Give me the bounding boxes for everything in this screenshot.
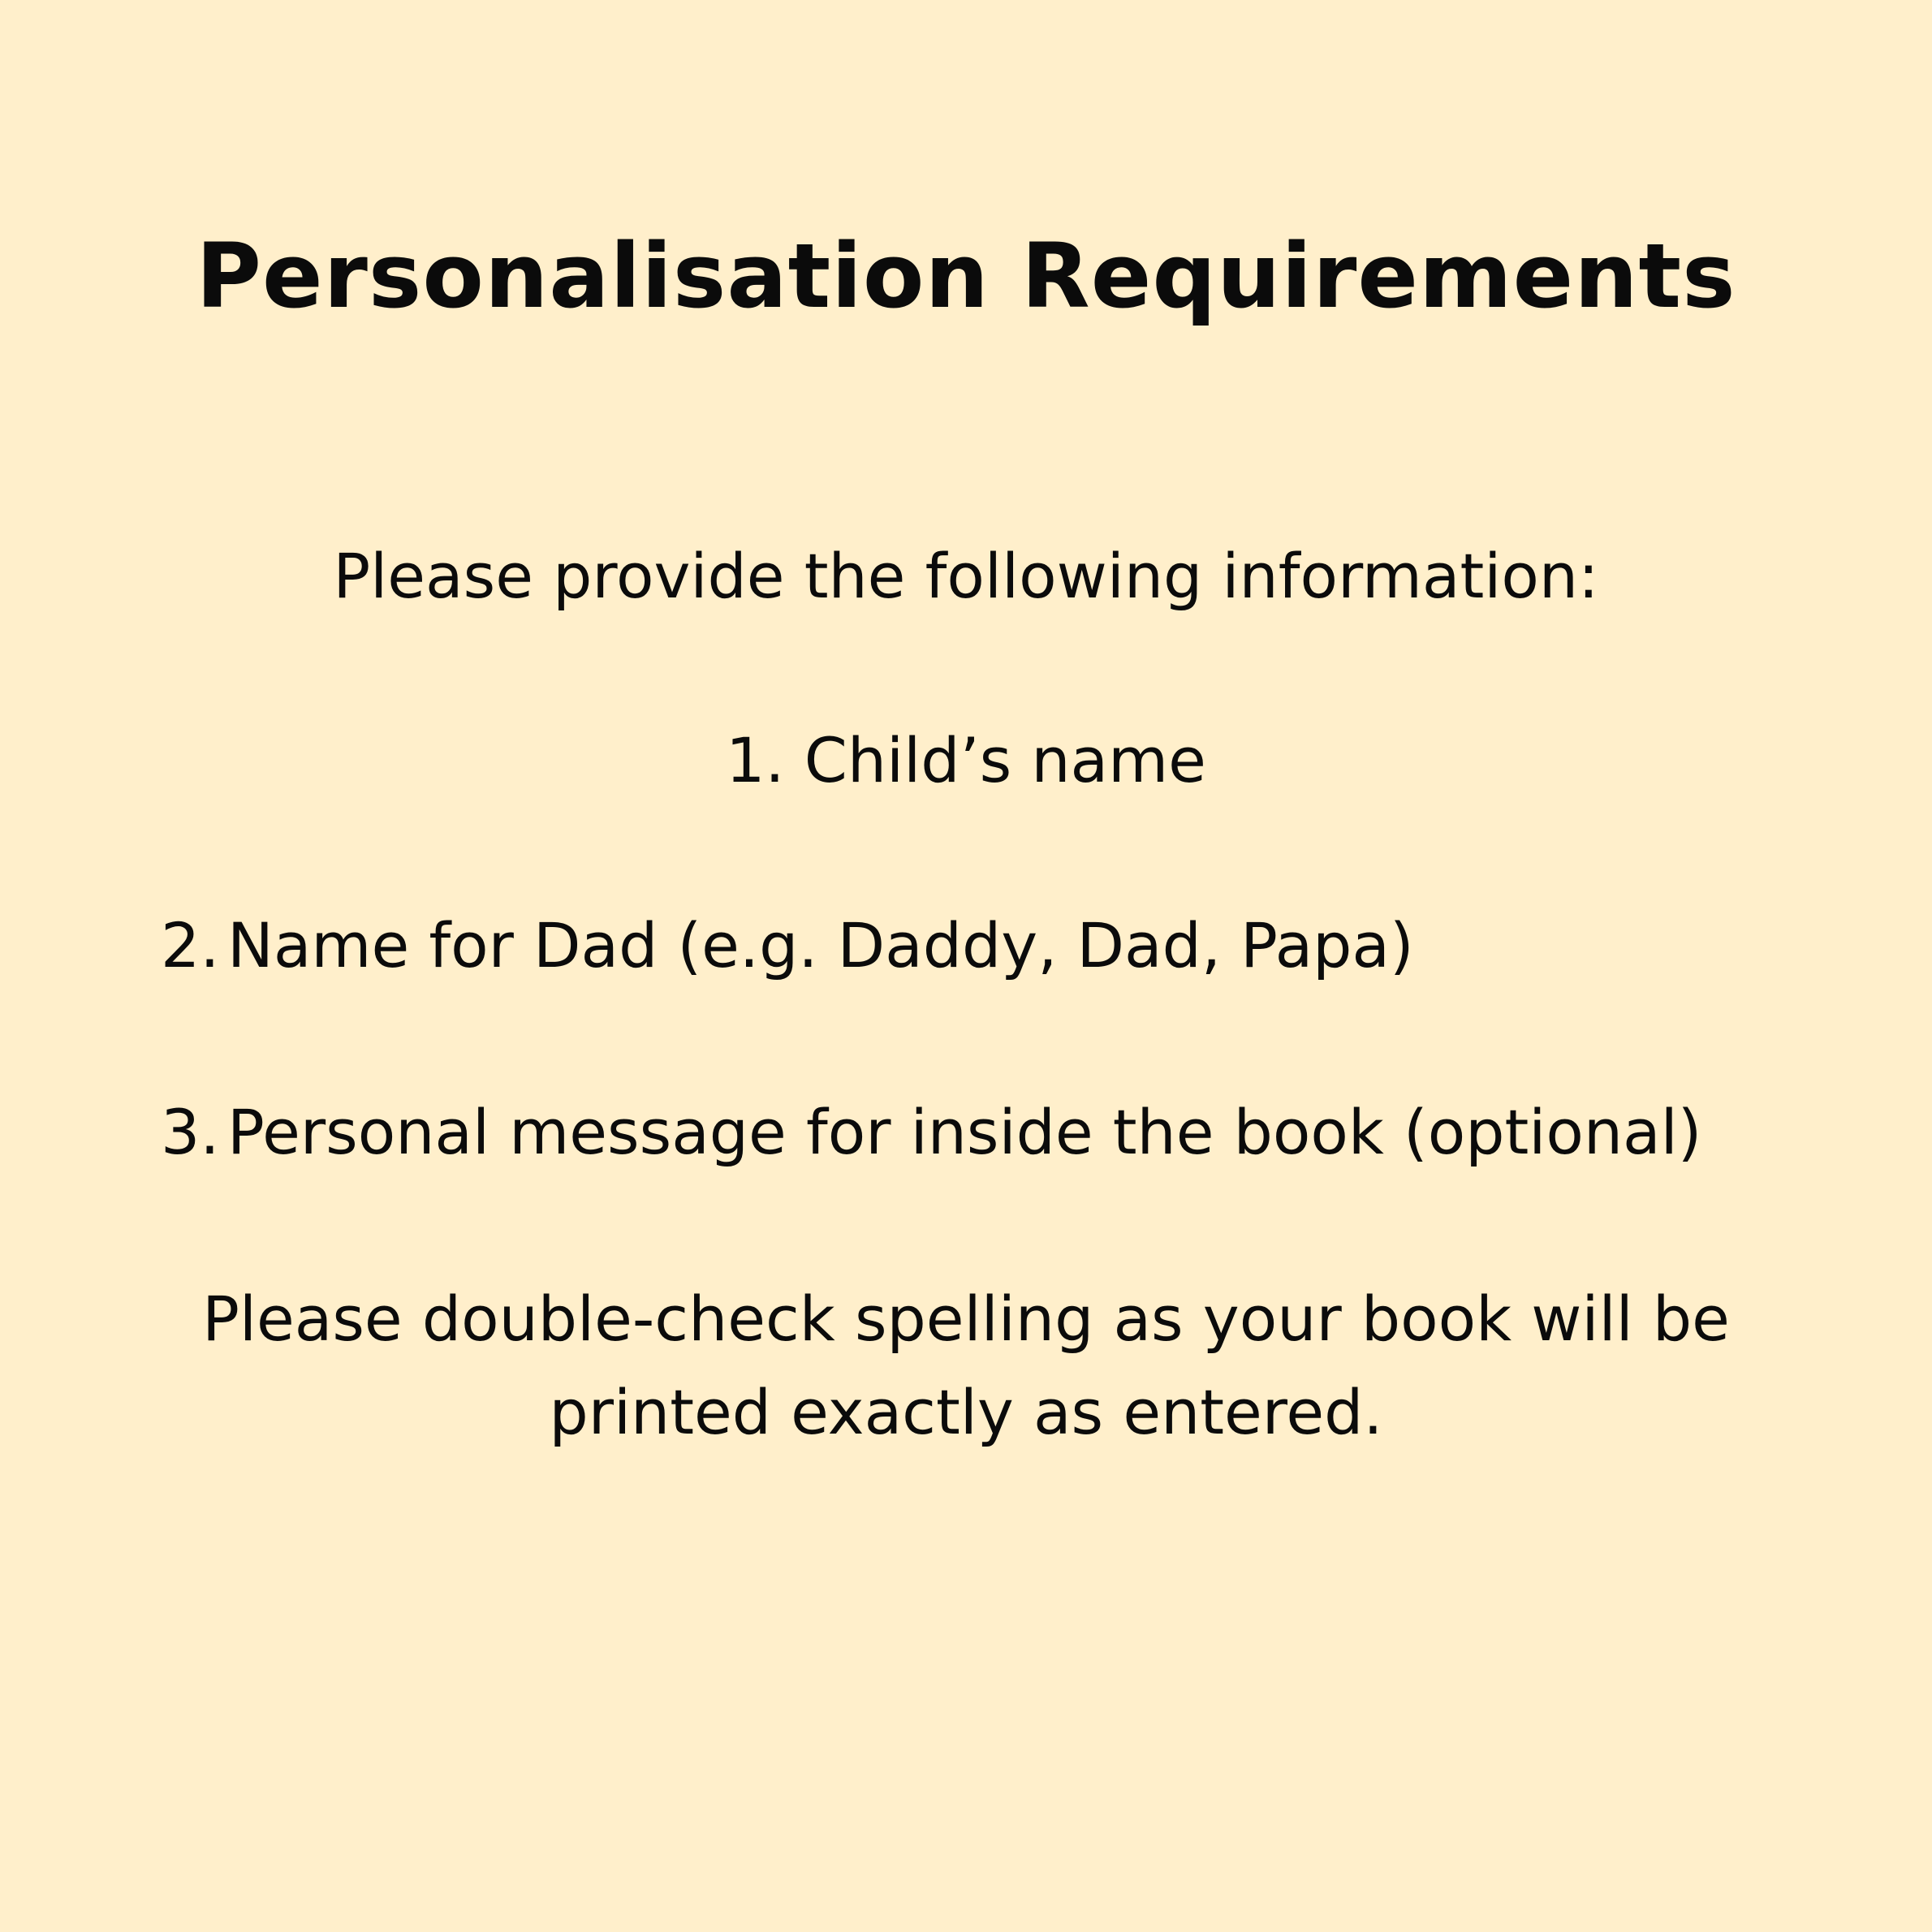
page-title: Personalisation Requirements [196, 224, 1736, 328]
list-item-number: 1. [726, 724, 785, 796]
list-item-personal-message [161, 1088, 1701, 1177]
list-item-number: 3. [161, 1096, 220, 1168]
list-item-text: Name for Dad (e.g. Daddy, Dad, Papa) [227, 909, 1414, 981]
list-item-number: 2. [161, 909, 220, 981]
intro-text: Please provide the following information: [333, 540, 1599, 612]
list-item-child-name [0, 716, 1932, 805]
spelling-note-line-1: Please double-check spelling as your book will be [202, 1283, 1730, 1355]
spelling-note-line-2: printed exactly as entered. [549, 1376, 1383, 1448]
list-item-dad-name [161, 901, 1414, 990]
list-item-text: Personal message for inside the book (optional) [227, 1096, 1702, 1168]
list-item-text: Child’s name [804, 724, 1206, 796]
